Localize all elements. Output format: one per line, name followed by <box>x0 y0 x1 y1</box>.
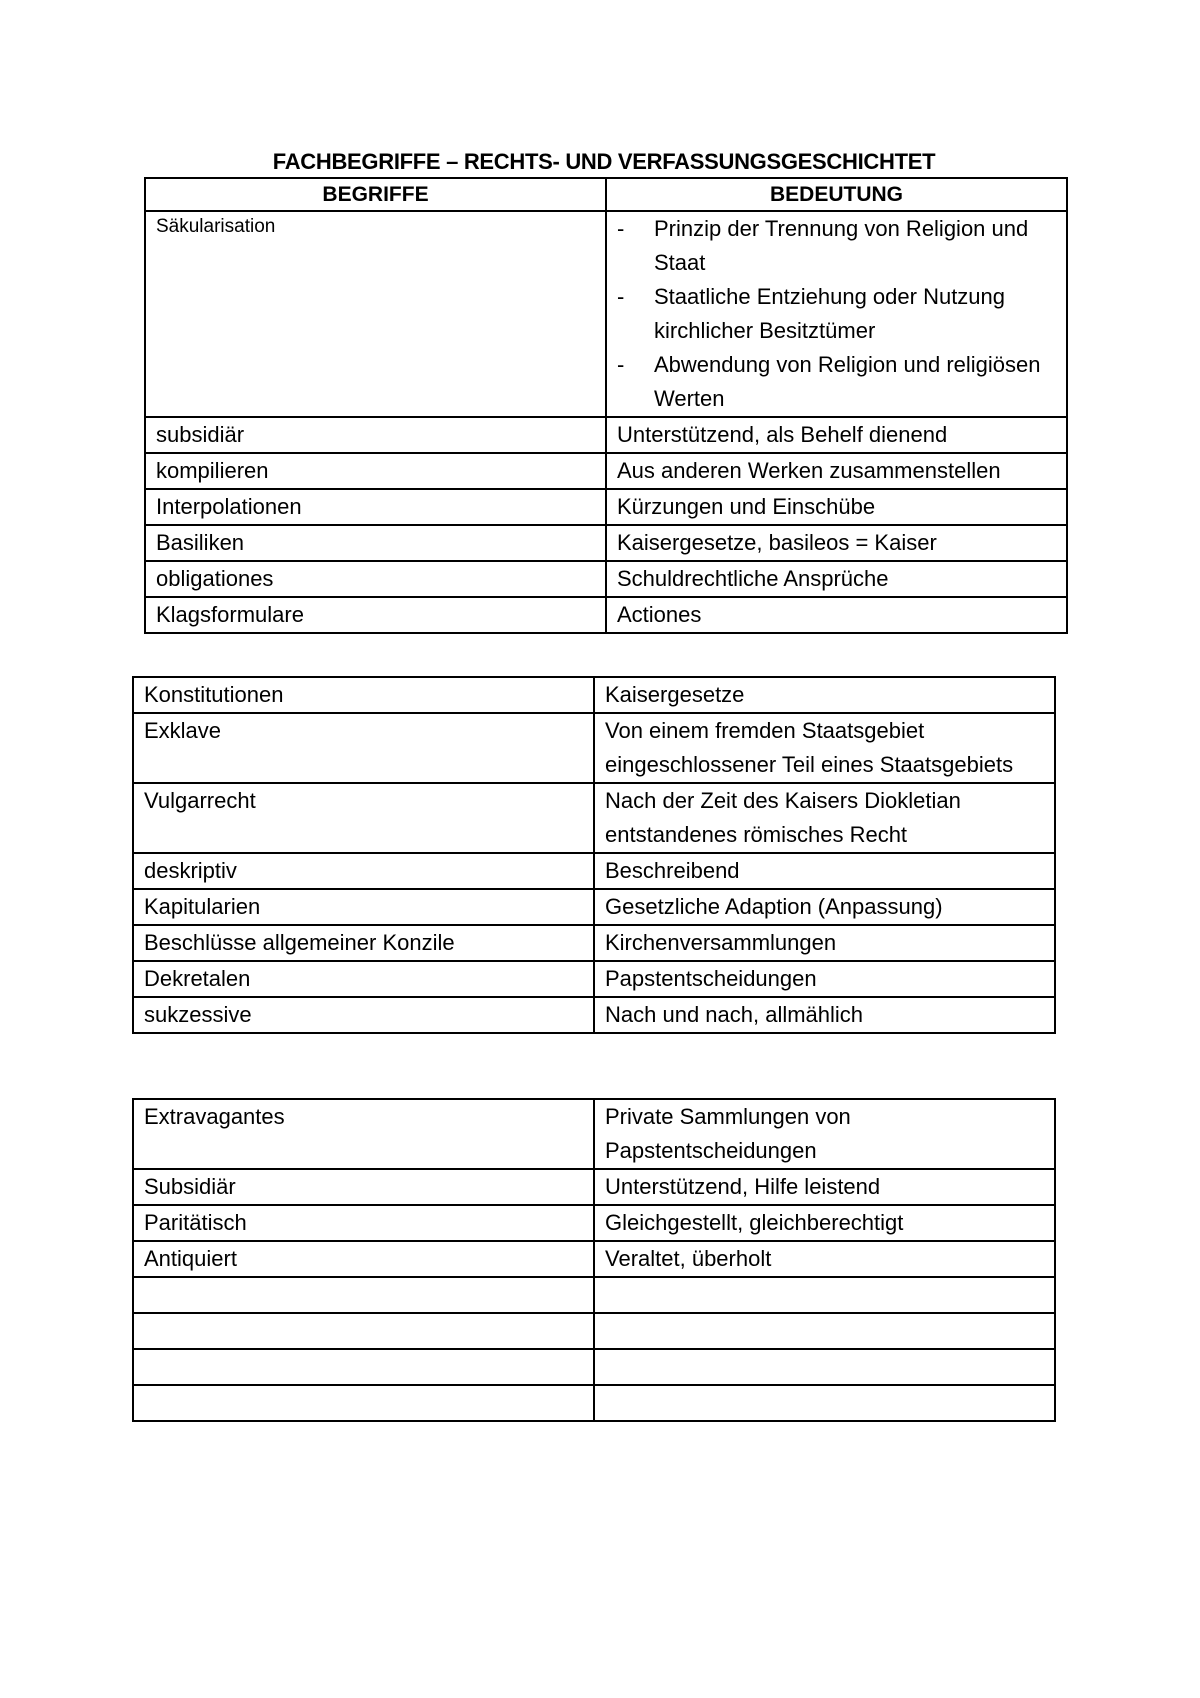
meaning-cell: Schuldrechtliche Ansprüche <box>606 561 1067 597</box>
table-row <box>133 853 1055 889</box>
table-row <box>145 453 1067 489</box>
meaning-cell <box>594 1385 1055 1421</box>
header-row <box>145 178 1067 211</box>
term-cell: Exklave <box>133 713 594 783</box>
term-cell: subsidiär <box>145 417 606 453</box>
glossary-table-3 <box>132 1098 1056 1422</box>
meaning-cell: Kaisergesetze, basileos = Kaiser <box>606 525 1067 561</box>
term-cell: Interpolationen <box>145 489 606 525</box>
meaning-cell: Veraltet, überholt <box>594 1241 1055 1277</box>
term-cell: deskriptiv <box>133 853 594 889</box>
meaning-cell <box>606 211 1067 417</box>
table-row <box>145 211 1067 417</box>
table-row <box>133 713 1055 783</box>
meaning-cell <box>594 1349 1055 1385</box>
header-meaning: BEDEUTUNG <box>606 178 1067 211</box>
term-cell: Beschlüsse allgemeiner Konzile <box>133 925 594 961</box>
table-row <box>133 1099 1055 1169</box>
term-cell: obligationes <box>145 561 606 597</box>
empty-row <box>133 1349 1055 1385</box>
table-row <box>133 925 1055 961</box>
term-cell: Vulgarrecht <box>133 783 594 853</box>
table-row <box>145 489 1067 525</box>
term-cell: Antiquiert <box>133 1241 594 1277</box>
meaning-cell: Gleichgestellt, gleichberechtigt <box>594 1205 1055 1241</box>
glossary-table-2 <box>132 676 1056 1034</box>
document-title: FACHBEGRIFFE – RECHTS- UND VERFASSUNGSGESCHICHTET <box>272 149 936 174</box>
table-row <box>133 783 1055 853</box>
meaning-list <box>617 212 1056 416</box>
term-cell: Dekretalen <box>133 961 594 997</box>
term-cell <box>133 1385 594 1421</box>
term-cell: Paritätisch <box>133 1205 594 1241</box>
meaning-cell: Papstentscheidungen <box>594 961 1055 997</box>
term-cell: Subsidiär <box>133 1169 594 1205</box>
term-cell <box>133 1277 594 1313</box>
term-cell <box>133 1313 594 1349</box>
list-item: - Abwendung von Religion und religiösen Werten <box>617 348 1056 416</box>
term-cell: Basiliken <box>145 525 606 561</box>
meaning-cell: Unterstützend, Hilfe leistend <box>594 1169 1055 1205</box>
table-row <box>145 525 1067 561</box>
meaning-cell: Nach und nach, allmählich <box>594 997 1055 1033</box>
term-cell: kompilieren <box>145 453 606 489</box>
meaning-cell: Kirchenversammlungen <box>594 925 1055 961</box>
meaning-cell: Nach der Zeit des Kaisers Diokletian entstandenes römisches Recht <box>594 783 1055 853</box>
empty-row <box>133 1277 1055 1313</box>
meaning-cell: Beschreibend <box>594 853 1055 889</box>
meaning-cell: Gesetzliche Adaption (Anpassung) <box>594 889 1055 925</box>
meaning-cell <box>594 1313 1055 1349</box>
meaning-cell: Private Sammlungen von Papstentscheidungen <box>594 1099 1055 1169</box>
term-cell: Klagsformulare <box>145 597 606 633</box>
empty-row <box>133 1385 1055 1421</box>
term-cell: Kapitularien <box>133 889 594 925</box>
table-row <box>133 997 1055 1033</box>
meaning-cell <box>594 1277 1055 1313</box>
meaning-cell: Unterstützend, als Behelf dienend <box>606 417 1067 453</box>
list-item: - Prinzip der Trennung von Religion und Staat <box>617 212 1056 280</box>
table-row <box>133 677 1055 713</box>
table-row <box>145 417 1067 453</box>
term-cell: Säkularisation <box>145 211 606 417</box>
term-cell <box>133 1349 594 1385</box>
meaning-cell: Aus anderen Werken zusammenstellen <box>606 453 1067 489</box>
table-row <box>145 597 1067 633</box>
term-cell: Extravagantes <box>133 1099 594 1169</box>
meaning-cell: Kaisergesetze <box>594 677 1055 713</box>
table-row <box>145 561 1067 597</box>
table-row <box>133 1205 1055 1241</box>
list-item: - Staatliche Entziehung oder Nutzung kirchlicher Besitztümer <box>617 280 1056 348</box>
table-row <box>133 889 1055 925</box>
empty-row <box>133 1313 1055 1349</box>
header-term: BEGRIFFE <box>145 178 606 211</box>
table-row <box>133 1241 1055 1277</box>
glossary-table-1 <box>144 177 1068 634</box>
meaning-cell: Kürzungen und Einschübe <box>606 489 1067 525</box>
term-cell: Konstitutionen <box>133 677 594 713</box>
table-row <box>133 1169 1055 1205</box>
term-cell: sukzessive <box>133 997 594 1033</box>
table-row <box>133 961 1055 997</box>
meaning-cell: Von einem fremden Staatsgebiet eingeschlossener Teil eines Staatsgebiets <box>594 713 1055 783</box>
meaning-cell: Actiones <box>606 597 1067 633</box>
